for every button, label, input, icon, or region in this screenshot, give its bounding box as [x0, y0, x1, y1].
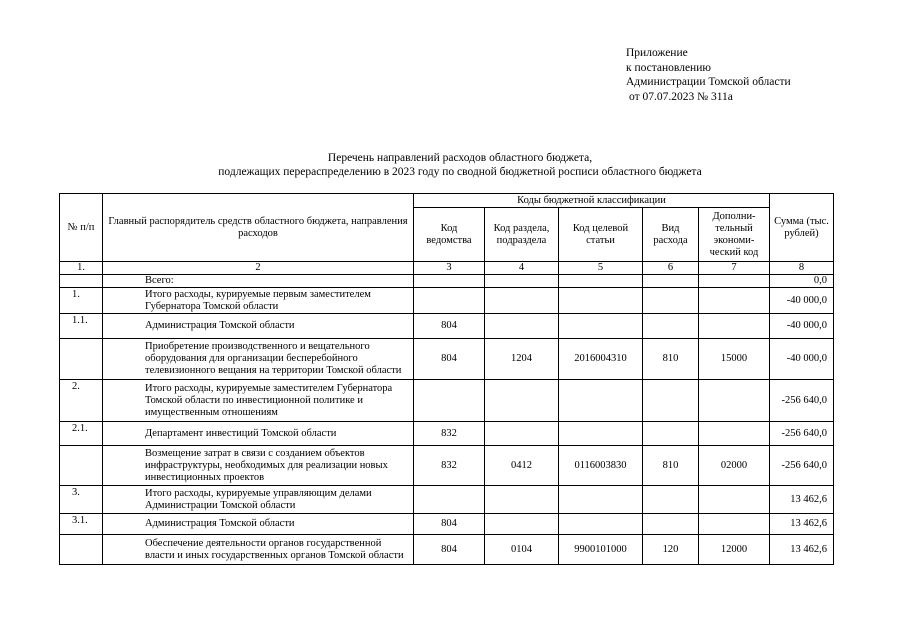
col-number: 3 — [414, 262, 485, 275]
row-extra: 12000 — [699, 535, 770, 565]
col-number: 5 — [559, 262, 643, 275]
row-dept — [414, 275, 485, 288]
col-number: 2 — [103, 262, 414, 275]
row-section — [485, 514, 559, 535]
row-sum: -256 640,0 — [770, 380, 834, 422]
header-dept: Код ведомства — [414, 208, 485, 262]
row-num — [60, 339, 103, 380]
row-num: 3.1. — [60, 514, 103, 535]
row-exp-type — [643, 486, 699, 514]
row-target — [559, 380, 643, 422]
table-row — [60, 380, 834, 422]
row-extra: 15000 — [699, 339, 770, 380]
row-extra — [699, 314, 770, 339]
row-sum: -256 640,0 — [770, 446, 834, 486]
row-sum: 13 462,6 — [770, 535, 834, 565]
row-section: 0412 — [485, 446, 559, 486]
row-exp-type — [643, 314, 699, 339]
appendix-line: от 07.07.2023 № 311а — [629, 90, 733, 103]
col-number: 6 — [643, 262, 699, 275]
row-extra — [699, 380, 770, 422]
row-exp-type: 810 — [643, 446, 699, 486]
row-name: Итого расходы, курируемые заместителем Губернатора Томской области по инвестиционной политике и имущественным отношениям — [103, 380, 414, 422]
row-target: 2016004310 — [559, 339, 643, 380]
table-row — [60, 422, 834, 446]
row-name: Итого расходы, курируемые управляющим делами Администрации Томской области — [103, 486, 414, 514]
row-exp-type: 810 — [643, 339, 699, 380]
row-name: Обеспечение деятельности органов государственной власти и иных государственных органов Томской области — [103, 535, 414, 565]
header-num: № п/п — [60, 194, 103, 262]
row-section — [485, 275, 559, 288]
row-dept: 804 — [414, 535, 485, 565]
row-name: Администрация Томской области — [103, 314, 414, 339]
row-name: Администрация Томской области — [103, 514, 414, 535]
row-dept — [414, 486, 485, 514]
col-number: 1. — [60, 262, 103, 275]
header-name: Главный распорядитель средств областного бюджета, направления расходов — [103, 194, 414, 262]
row-section: 0104 — [485, 535, 559, 565]
row-num — [60, 535, 103, 565]
row-sum: 13 462,6 — [770, 514, 834, 535]
row-dept: 804 — [414, 314, 485, 339]
row-exp-type: 120 — [643, 535, 699, 565]
appendix-line: Администрации Томской области — [626, 76, 791, 88]
col-number: 7 — [699, 262, 770, 275]
row-target: 0116003830 — [559, 446, 643, 486]
header-target: Код целевой статьи — [559, 208, 643, 262]
row-sum: 13 462,6 — [770, 486, 834, 514]
row-num: 2.1. — [60, 422, 103, 446]
appendix-block — [626, 46, 791, 104]
row-exp-type — [643, 422, 699, 446]
row-dept: 832 — [414, 422, 485, 446]
row-sum: -256 640,0 — [770, 422, 834, 446]
row-dept — [414, 380, 485, 422]
row-name: Итого расходы, курируемые первым заместителем Губернатора Томской области — [103, 288, 414, 314]
table-row — [60, 486, 834, 514]
row-dept — [414, 288, 485, 314]
row-name: Департамент инвестиций Томской области — [103, 422, 414, 446]
row-extra — [699, 275, 770, 288]
table-row — [60, 446, 834, 486]
title-line: Перечень направлений расходов областного бюджета, — [327, 152, 593, 164]
row-target — [559, 486, 643, 514]
row-section — [485, 486, 559, 514]
row-extra — [699, 422, 770, 446]
column-numbers-row — [60, 262, 834, 275]
header-section: Код раздела, подраздела — [485, 208, 559, 262]
appendix-line: к постановлению — [626, 61, 711, 74]
row-name: Возмещение затрат в связи с созданием объектов инфраструктуры, необходимых для реализации новых инвестиционных проектов — [103, 446, 414, 486]
header-extra: Дополни-тельный экономи-ческий код — [699, 208, 770, 262]
row-section — [485, 422, 559, 446]
title-line: подлежащих перераспределению в 2023 году по сводной бюджетной росписи областного бюджета — [218, 166, 702, 178]
row-extra — [699, 288, 770, 314]
row-num: 1. — [60, 288, 103, 314]
table-row — [60, 535, 834, 565]
row-sum: 0,0 — [770, 275, 834, 288]
row-sum: -40 000,0 — [770, 339, 834, 380]
row-exp-type — [643, 380, 699, 422]
row-name: Приобретение производственного и вещательного оборудования для организации бесперебойного телевизионного вещания на территории Томской области — [103, 339, 414, 380]
col-number: 4 — [485, 262, 559, 275]
row-num: 1.1. — [60, 314, 103, 339]
document-title — [100, 151, 820, 179]
row-section — [485, 314, 559, 339]
row-exp-type — [643, 275, 699, 288]
row-sum: -40 000,0 — [770, 288, 834, 314]
table-row — [60, 514, 834, 535]
row-name: Всего: — [103, 275, 414, 288]
row-target — [559, 275, 643, 288]
row-section — [485, 380, 559, 422]
row-sum: -40 000,0 — [770, 314, 834, 339]
table-row — [60, 275, 834, 288]
row-dept: 832 — [414, 446, 485, 486]
appendix-line: Приложение — [626, 47, 688, 59]
row-num: 3. — [60, 486, 103, 514]
table-row — [60, 288, 834, 314]
row-extra: 02000 — [699, 446, 770, 486]
row-extra — [699, 486, 770, 514]
row-target — [559, 314, 643, 339]
col-number: 8 — [770, 262, 834, 275]
table-row — [60, 339, 834, 380]
budget-table — [59, 193, 834, 565]
row-target: 9900101000 — [559, 535, 643, 565]
row-num: 2. — [60, 380, 103, 422]
row-num — [60, 446, 103, 486]
header-sum: Сумма (тыс. рублей) — [770, 194, 834, 262]
table-row — [60, 314, 834, 339]
row-target — [559, 422, 643, 446]
row-target — [559, 514, 643, 535]
row-dept: 804 — [414, 514, 485, 535]
row-section — [485, 288, 559, 314]
row-section: 1204 — [485, 339, 559, 380]
row-target — [559, 288, 643, 314]
row-dept: 804 — [414, 339, 485, 380]
row-num — [60, 275, 103, 288]
header-codes-group: Коды бюджетной классификации — [414, 194, 770, 208]
row-exp-type — [643, 514, 699, 535]
row-extra — [699, 514, 770, 535]
header-exp-type: Вид расхода — [643, 208, 699, 262]
row-exp-type — [643, 288, 699, 314]
